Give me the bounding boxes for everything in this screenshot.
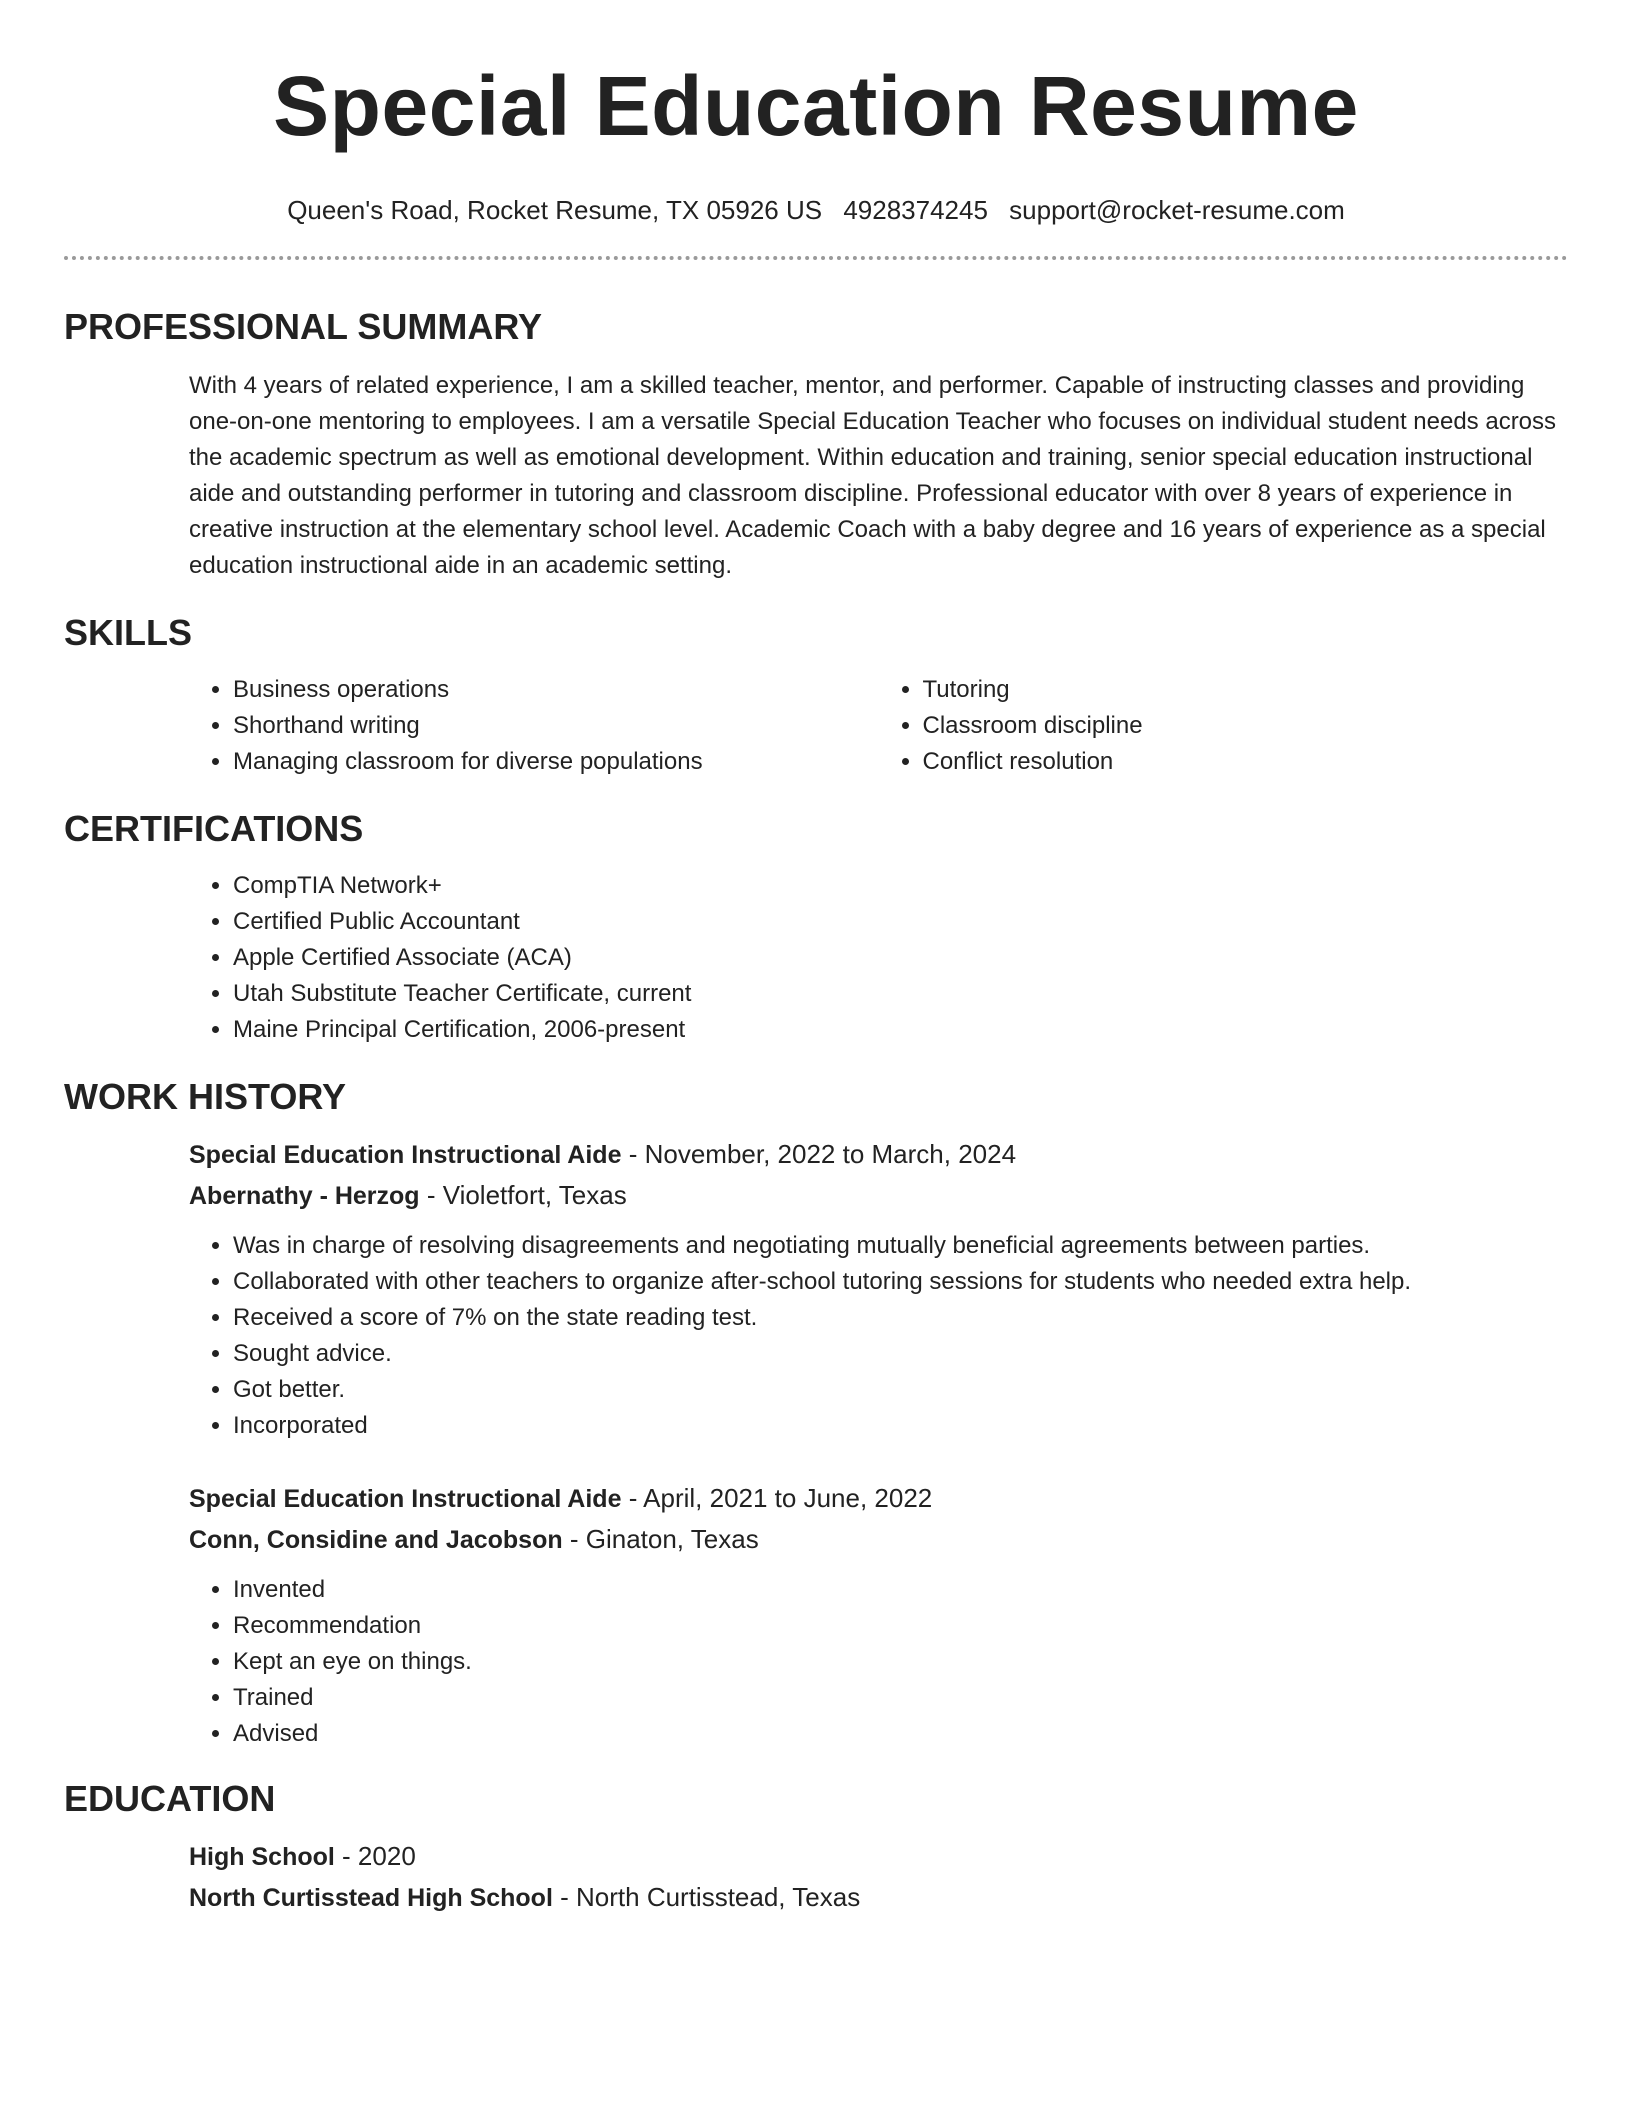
certifications-section [64,808,1568,1048]
list-item: • Conflict resolution [923,744,1569,780]
list-item: • Kept an eye on things. [233,1644,1568,1680]
job-dates: - April, 2021 to June, 2022 [621,1483,933,1513]
summary-section [64,306,1568,584]
job-entry [189,1478,1568,1752]
job-employer-line [189,1519,1568,1560]
list-item: • Recommendation [233,1608,1568,1644]
list-item: • Tutoring [923,672,1569,708]
list-item: • Incorporated [233,1408,1568,1444]
degree: High School [189,1843,335,1871]
list-item: • Certified Public Accountant [233,904,1568,940]
contact-phone: 4928374245 [843,195,988,225]
list-item: • Sought advice. [233,1336,1568,1372]
list-item: • Collaborated with other teachers to organize after-school tutoring sessions for students who needed extra help. [233,1264,1568,1300]
list-item: • Utah Substitute Teacher Certificate, current [233,976,1568,1012]
list-item: • Shorthand writing [233,708,879,744]
school-name: North Curtisstead High School [189,1884,553,1912]
certifications-list [189,868,1568,1048]
job-employer: Abernathy - Herzog [189,1182,420,1210]
job-duties-list [189,1228,1568,1444]
skills-list [64,672,1568,780]
job-title: Special Education Instructional Aide [189,1141,622,1169]
list-item: • Was in charge of resolving disagreements and negotiating mutually beneficial agreements between parties. [233,1228,1568,1264]
job-location: - Ginaton, Texas [562,1524,759,1554]
contact-line [64,194,1568,226]
contact-email: support@rocket-resume.com [1009,195,1345,225]
list-item: • Maine Principal Certification, 2006-present [233,1012,1568,1048]
graduation-year: - 2020 [334,1841,416,1871]
skills-column-right [879,672,1569,780]
job-title-line [189,1478,1568,1519]
list-item: • Apple Certified Associate (ACA) [233,940,1568,976]
list-item: • Classroom discipline [923,708,1569,744]
summary-text: With 4 years of related experience, I am a skilled teacher, mentor, and performer. Capable of instructing classes and providing one-on-one mentoring to employees. I am a versatile Special Education Teacher who focuses on individual student needs across the academic spectrum as well as emotional development. Within education and training, senior special education instructional aide and outstanding performer in tutoring and classroom discipline. Professional educator with over 8 years of experience in creative instruction at the elementary school level. Academic Coach with a baby degree and 16 years of experience as a special education instructional aide in an academic setting. [189,372,1557,579]
job-dates: - November, 2022 to March, 2024 [621,1139,1017,1169]
list-item: • Managing classroom for diverse populations [233,744,879,780]
resume-header [64,0,1568,226]
list-item: • Business operations [233,672,879,708]
school-line [189,1877,1568,1918]
job-employer: Conn, Considine and Jacobson [189,1526,563,1554]
summary-heading: PROFESSIONAL SUMMARY [64,306,543,347]
list-item: • Advised [233,1716,1568,1752]
job-duties-list [189,1572,1568,1752]
list-item: • CompTIA Network+ [233,868,1568,904]
list-item: • Invented [233,1572,1568,1608]
skills-list-left [189,672,879,780]
certifications-body [64,868,1568,1048]
list-item: • Received a score of 7% on the state reading test. [233,1300,1568,1336]
work-history-section [64,1076,1568,1752]
education-body [64,1836,1568,1918]
resume-title: Special Education Resume [273,59,1359,153]
skills-column-left [189,672,879,780]
list-item: • Trained [233,1680,1568,1716]
skills-section [64,612,1568,780]
skills-list-right [879,672,1569,780]
list-item: • Got better. [233,1372,1568,1408]
header-divider [64,256,1568,260]
degree-line [189,1836,1568,1877]
job-entry [189,1134,1568,1444]
education-heading: EDUCATION [64,1778,276,1819]
skills-heading: SKILLS [64,612,193,653]
job-title-line [189,1134,1568,1175]
job-title: Special Education Instructional Aide [189,1485,622,1513]
job-location: - Violetfort, Texas [419,1180,627,1210]
certifications-heading: CERTIFICATIONS [64,808,364,849]
contact-address: Queen's Road, Rocket Resume, TX 05926 US [287,195,823,225]
summary-body [64,368,1568,584]
school-location: - North Curtisstead, Texas [552,1882,861,1912]
job-employer-line [189,1175,1568,1216]
work-history-body [64,1134,1568,1752]
work-history-heading: WORK HISTORY [64,1076,347,1117]
education-section [64,1778,1568,1918]
